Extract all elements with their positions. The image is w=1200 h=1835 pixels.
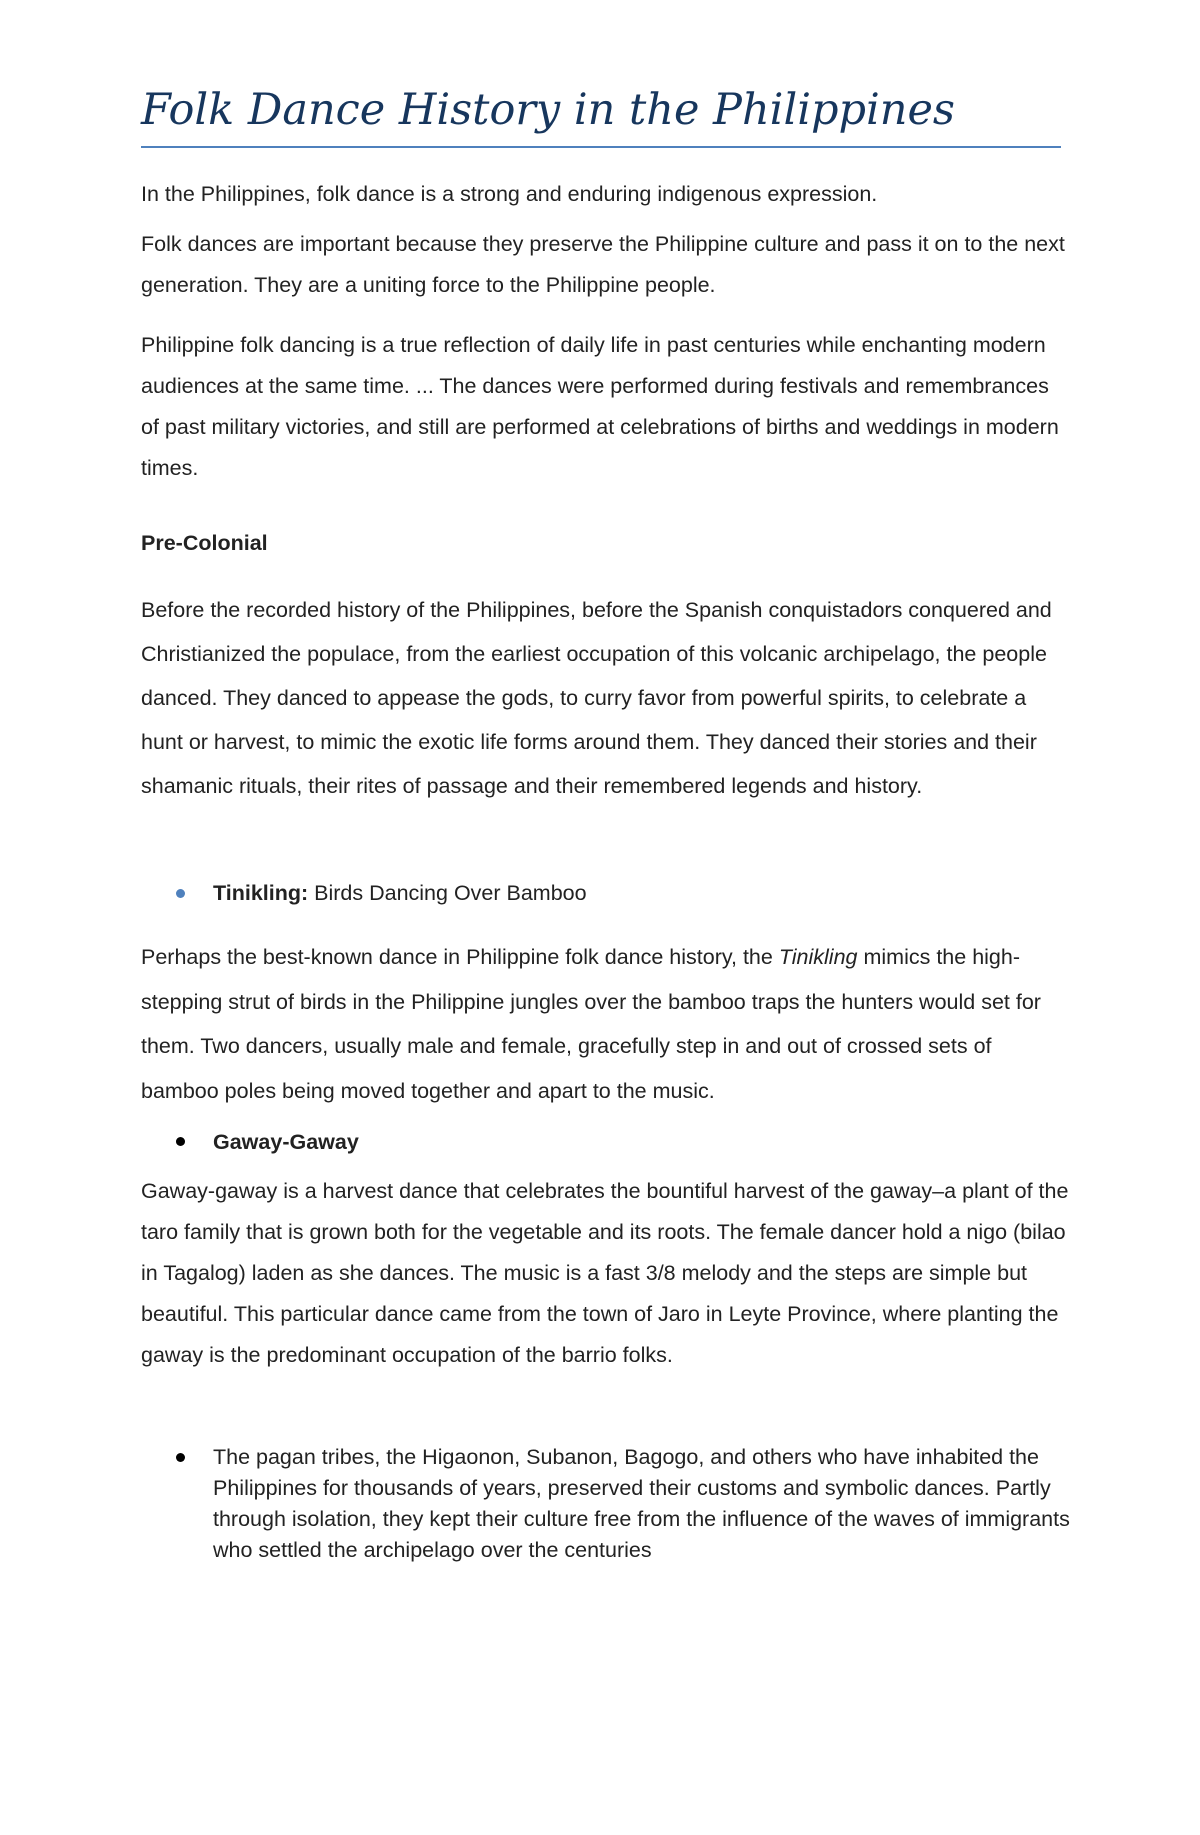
list-item-pagan-tribes <box>141 1442 1071 1602</box>
precolonial-paragraph: Before the recorded history of the Philippines, before the Spanish conquistadors conquered and Christianized the populace, from the earliest occupation of this volcanic archipelago, the people danced. They danced to appease the gods, to curry favor from powerful spirits, to celebrate a hunt or harvest, to mimic the exotic life forms around them. They danced their stories and their shamanic rituals, their rites of passage and their remembered legends and history. <box>141 598 1052 798</box>
bullet-dot-icon <box>176 1453 185 1462</box>
bullet-dot-icon <box>176 1137 185 1146</box>
tinikling-desc-italic: Tinikling <box>778 945 858 969</box>
section-heading-pre-colonial: Pre-Colonial <box>141 531 268 555</box>
intro-paragraph-1: In the Philippines, folk dance is a strong and enduring indigenous expression. <box>141 182 878 206</box>
list-item-gaway-gaway <box>141 1125 1071 1161</box>
intro-paragraph-2: Folk dances are important because they preserve the Philippine culture and pass it on to the next generation. They are a uniting force to the Philippine people. <box>141 232 1065 297</box>
title-underline <box>141 146 1061 148</box>
bullet-dot-icon <box>176 889 185 898</box>
list-item-tinikling <box>141 875 1071 915</box>
intro-paragraph-3: Philippine folk dancing is a true reflection of daily life in past centuries while enchanting modern audiences at the same time. ... The dances were performed during festivals and remembrances of past military victories, and still are performed at celebrations of births and weddings in modern times. <box>141 333 1059 480</box>
document-title: Folk Dance History in the Philippines <box>141 85 955 135</box>
tinikling-subtitle: Birds Dancing Over Bamboo <box>308 881 587 905</box>
gaway-heading: Gaway-Gaway <box>213 1130 359 1154</box>
tinikling-description <box>141 935 1071 1113</box>
tinikling-name: Tinikling: <box>213 881 309 905</box>
pagan-tribes-text: The pagan tribes, the Higaonon, Subanon, Bagogo, and others who have inhabited the Philippines for thousands of years, preserved their customs and symbolic dances. Partly through isolation, they kept their culture free from the influence of the waves of immigrants who settled the archipelago over the centuries <box>213 1445 1070 1562</box>
tinikling-desc-start: Perhaps the best-known dance in Philippine folk dance history, the <box>141 945 779 969</box>
gaway-description: Gaway-gaway is a harvest dance that celebrates the bountiful harvest of the gaway–a plant of the taro family that is grown both for the vegetable and its roots. The female dancer hold a nigo (bilao in Tagalog) laden as she dances. The music is a fast 3/8 melody and the steps are simple but beautiful. This particular dance came from the town of Jaro in Leyte Province, where planting the gaway is the predominant occupation of the barrio folks. <box>141 1179 1069 1367</box>
tinikling-desc-end: mimics the high-stepping strut of birds in the Philippine jungles over the bamboo traps the hunters would set for them. Two dancers, usually male and female, gracefully step in and out of crossed sets of bamboo poles being moved together and apart to the music. <box>141 945 1041 1103</box>
tinikling-heading <box>213 875 1073 911</box>
